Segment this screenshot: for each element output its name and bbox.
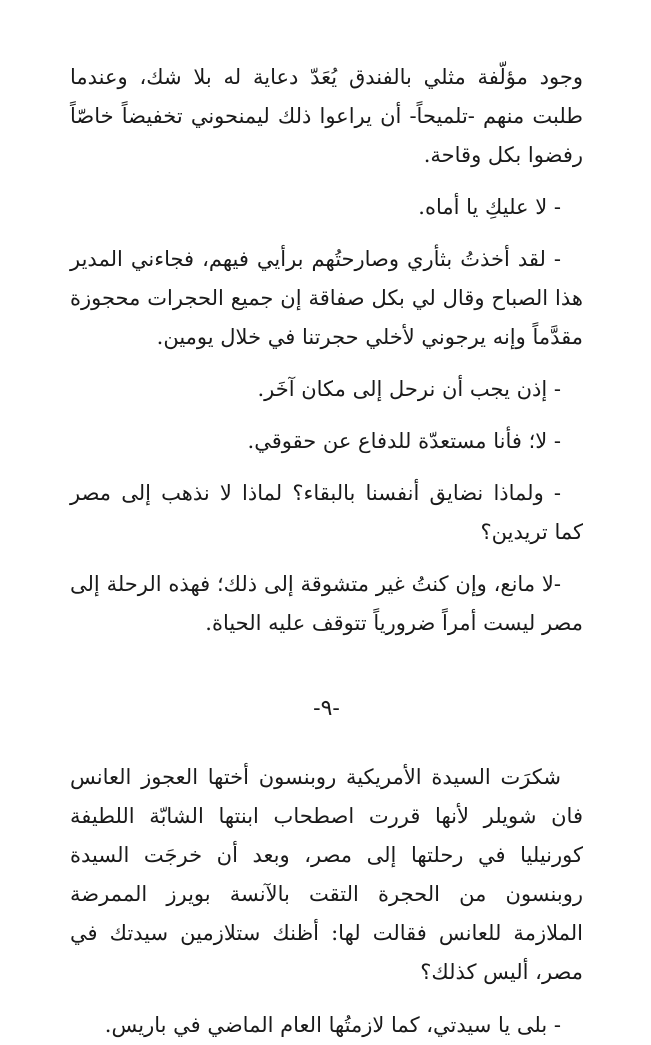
dialogue-line-go-to-egypt: - ولماذا نضايق أنفسنا بالبقاء؟ لماذا لا نذهب إلى مصر كما تريدين؟ xyxy=(70,481,583,544)
dialogue-line-defend-rights: - لا؛ فأنا مستعدّة للدفاع عن حقوقي. xyxy=(247,429,561,453)
dialogue-line-no-objection: -لا مانع، وإن كنتُ غير متشوقة إلى ذلك؛ فهذه الرحلة إلى مصر ليست أمراً ضرورياً تتوقف عليه الحياة. xyxy=(70,572,583,635)
paragraph-mrs-robinson: شكرَت السيدة الأمريكية روبنسون أختها العجوز العانس فان شويلر لأنها قررت اصطحاب ابنتها الشابّة اللطيفة كورنيليا في رحلتها إلى مصر، وبعد أن خرجَت السيدة روبنسون من الحجرة التقت بالآنسة بويرز الممرضة الملازمة للعانس فقالت لها: أظنك ستلازمين سيدتك في مصر، أليس كذلك؟ xyxy=(70,765,583,984)
paragraph-hotel-discount: وجود مؤلّفة مثلي بالفندق يُعَدّ دعاية له بلا شك، وعندما طلبت منهم -تلميحاً- أن يراعوا ذلك ليمنحوني تخفيضاً خاصّاً رفضوا بكل وقاحة. xyxy=(70,65,583,167)
dialogue-line-manager: - لقد أخذتُ بثأري وصارحتُهم برأيي فيهم، فجاءني المدير هذا الصباح وقال لي بكل صفاقة إن جميع الحجرات محجوزة مقدَّماً وإنه يرجوني لأخلي حجرتنا في خلال يومين. xyxy=(70,247,583,349)
dialogue-line-paris: - بلى يا سيدتي، كما لازمتُها العام الماضي في باريس. xyxy=(104,1013,561,1037)
dialogue-line-move-elsewhere: - إذن يجب أن نرحل إلى مكان آخَر. xyxy=(257,377,561,401)
dialogue-line-never-mind: - لا عليكِ يا أماه. xyxy=(418,195,561,219)
section-number: -٩- xyxy=(313,696,340,721)
